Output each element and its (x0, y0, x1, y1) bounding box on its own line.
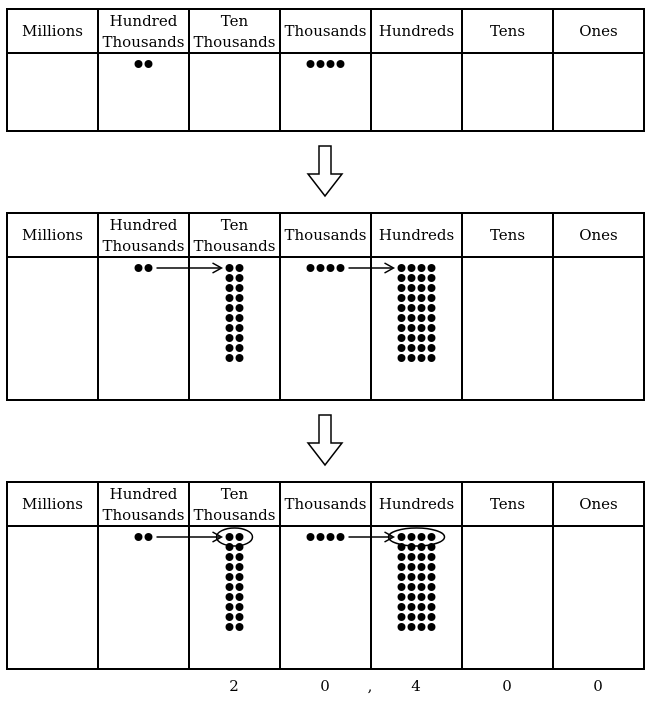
dot-ten-thousands (236, 304, 244, 312)
header-tens: Tens (489, 226, 526, 244)
dot-hundreds (418, 334, 426, 342)
dot-hundreds (398, 593, 406, 601)
dot-hundreds (428, 593, 436, 601)
dot-hundreds (408, 623, 416, 631)
dot-thousands (337, 533, 345, 541)
dot-hundred-thousands (145, 60, 153, 68)
dot-hundreds (418, 284, 426, 292)
place-value-chart-3 (7, 482, 644, 669)
dot-hundreds (418, 543, 426, 551)
dot-hundreds (398, 284, 406, 292)
dot-hundreds (418, 573, 426, 581)
header-ones: Ones (579, 226, 618, 244)
dot-thousands (327, 533, 335, 541)
header-millions: Millions (22, 22, 83, 40)
answer-digit-ones: 0 (593, 677, 603, 695)
dot-ten-thousands (236, 583, 244, 591)
answer-digit-hundreds: 4 (411, 677, 421, 695)
dot-hundreds (408, 264, 416, 272)
dot-thousands (307, 264, 315, 272)
dot-ten-thousands (236, 334, 244, 342)
dot-ten-thousands (226, 334, 234, 342)
dot-thousands (317, 60, 325, 68)
header-ten-thousands: Ten Thousands (193, 12, 276, 51)
dot-hundreds (398, 613, 406, 621)
dot-ten-thousands (226, 314, 234, 322)
dot-hundreds (398, 334, 406, 342)
dot-hundreds (408, 573, 416, 581)
dot-hundreds (408, 334, 416, 342)
dot-hundreds (418, 533, 426, 541)
header-tens: Tens (489, 22, 526, 40)
dot-ten-thousands (226, 563, 234, 571)
dot-thousands (317, 264, 325, 272)
header-hundred-thousands: Hundred Thousands (102, 485, 185, 524)
dot-ten-thousands (226, 583, 234, 591)
header-ten-thousands: Ten Thousands (193, 216, 276, 255)
dot-hundreds (418, 304, 426, 312)
dot-ten-thousands (226, 593, 234, 601)
dot-hundreds (398, 533, 406, 541)
dot-hundreds (428, 274, 436, 282)
dot-ten-thousands (226, 533, 234, 541)
header-tens: Tens (489, 495, 526, 513)
dot-hundreds (408, 344, 416, 352)
dot-thousands (307, 533, 315, 541)
dot-hundreds (428, 573, 436, 581)
dot-ten-thousands (236, 553, 244, 561)
dot-hundreds (418, 613, 426, 621)
dot-ten-thousands (236, 344, 244, 352)
dot-hundreds (428, 304, 436, 312)
dot-hundreds (408, 553, 416, 561)
dot-hundreds (408, 543, 416, 551)
dot-hundreds (428, 533, 436, 541)
dot-ten-thousands (236, 563, 244, 571)
dot-hundreds (428, 314, 436, 322)
header-hundred-thousands: Hundred Thousands (102, 12, 185, 51)
dot-hundreds (418, 344, 426, 352)
dot-ten-thousands (236, 533, 244, 541)
answer-digit-tens: 0 (502, 677, 512, 695)
header-millions: Millions (22, 495, 83, 513)
dot-hundreds (428, 583, 436, 591)
header-hundreds: Hundreds (378, 495, 455, 513)
header-hundred-thousands: Hundred Thousands (102, 216, 185, 255)
dot-hundreds (428, 344, 436, 352)
dot-hundreds (398, 603, 406, 611)
dot-ten-thousands (226, 613, 234, 621)
dot-hundreds (408, 314, 416, 322)
dot-hundreds (398, 354, 406, 362)
circled-group-hundreds (389, 528, 445, 546)
header-ten-thousands: Ten Thousands (193, 485, 276, 524)
dot-ten-thousands (226, 543, 234, 551)
header-ones: Ones (579, 495, 618, 513)
dot-hundreds (428, 264, 436, 272)
dot-ten-thousands (226, 284, 234, 292)
dot-hundreds (428, 354, 436, 362)
dot-hundreds (398, 264, 406, 272)
dot-hundreds (408, 284, 416, 292)
dot-hundreds (398, 324, 406, 332)
dot-ten-thousands (236, 593, 244, 601)
dot-ten-thousands (236, 274, 244, 282)
answer-row (229, 677, 603, 695)
dot-hundreds (418, 294, 426, 302)
header-hundreds: Hundreds (378, 22, 455, 40)
dot-hundred-thousands (145, 264, 153, 272)
dot-hundred-thousands (135, 264, 143, 272)
dot-hundreds (418, 274, 426, 282)
header-ones: Ones (579, 22, 618, 40)
dot-hundreds (408, 583, 416, 591)
dot-hundreds (418, 314, 426, 322)
thousands-separator: , (367, 677, 373, 695)
dot-hundreds (428, 294, 436, 302)
dot-ten-thousands (226, 304, 234, 312)
dot-hundreds (418, 553, 426, 561)
dot-ten-thousands (226, 324, 234, 332)
dot-hundreds (418, 593, 426, 601)
dot-ten-thousands (226, 344, 234, 352)
dot-hundreds (398, 294, 406, 302)
answer-digit-ten-thousands: 2 (229, 677, 239, 695)
header-thousands: Thousands (284, 226, 367, 244)
dot-hundreds (398, 344, 406, 352)
dot-hundreds (428, 284, 436, 292)
dot-ten-thousands (226, 294, 234, 302)
dot-ten-thousands (226, 354, 234, 362)
dot-ten-thousands (236, 354, 244, 362)
dot-ten-thousands (236, 623, 244, 631)
dot-hundreds (408, 603, 416, 611)
dot-hundreds (408, 324, 416, 332)
dot-hundreds (418, 354, 426, 362)
place-value-chart-2 (7, 213, 644, 400)
dot-hundreds (408, 274, 416, 282)
dot-hundreds (408, 304, 416, 312)
dot-hundreds (418, 324, 426, 332)
header-hundreds: Hundreds (378, 226, 455, 244)
dot-ten-thousands (236, 324, 244, 332)
dot-hundreds (418, 563, 426, 571)
dot-hundreds (418, 623, 426, 631)
dot-hundreds (428, 334, 436, 342)
dot-hundreds (428, 563, 436, 571)
header-millions: Millions (22, 226, 83, 244)
dot-ten-thousands (236, 603, 244, 611)
dot-ten-thousands (226, 573, 234, 581)
dot-ten-thousands (226, 603, 234, 611)
answer-digit-thousands: 0 (320, 677, 330, 695)
dot-hundreds (398, 314, 406, 322)
dot-hundreds (428, 553, 436, 561)
dot-hundreds (418, 583, 426, 591)
dot-hundreds (428, 603, 436, 611)
dot-hundreds (398, 573, 406, 581)
place-value-chart-1 (7, 9, 644, 131)
dot-ten-thousands (226, 274, 234, 282)
dot-ten-thousands (226, 623, 234, 631)
dot-hundred-thousands (135, 60, 143, 68)
dot-thousands (337, 264, 345, 272)
dot-ten-thousands (236, 314, 244, 322)
dot-ten-thousands (226, 264, 234, 272)
dot-hundreds (398, 274, 406, 282)
dot-hundred-thousands (145, 533, 153, 541)
dot-hundreds (428, 613, 436, 621)
dot-ten-thousands (226, 553, 234, 561)
dot-thousands (327, 264, 335, 272)
dot-hundreds (408, 593, 416, 601)
dot-ten-thousands (236, 543, 244, 551)
down-arrow (308, 415, 342, 465)
dot-hundreds (408, 613, 416, 621)
dot-hundreds (398, 304, 406, 312)
dot-hundreds (408, 294, 416, 302)
dot-hundreds (408, 533, 416, 541)
dot-hundreds (428, 623, 436, 631)
header-thousands: Thousands (284, 22, 367, 40)
header-thousands: Thousands (284, 495, 367, 513)
dot-hundreds (398, 553, 406, 561)
dot-hundreds (418, 264, 426, 272)
dot-ten-thousands (236, 284, 244, 292)
dot-thousands (307, 60, 315, 68)
dot-hundreds (398, 583, 406, 591)
dot-hundreds (418, 603, 426, 611)
dot-ten-thousands (236, 264, 244, 272)
dot-ten-thousands (236, 573, 244, 581)
dot-ten-thousands (236, 294, 244, 302)
dot-thousands (337, 60, 345, 68)
dot-thousands (317, 533, 325, 541)
dot-thousands (327, 60, 335, 68)
dot-hundreds (398, 563, 406, 571)
dot-hundreds (408, 563, 416, 571)
down-arrow (308, 146, 342, 196)
dot-hundreds (428, 324, 436, 332)
dot-hundreds (408, 354, 416, 362)
dot-hundred-thousands (135, 533, 143, 541)
dot-ten-thousands (236, 613, 244, 621)
dot-hundreds (398, 623, 406, 631)
